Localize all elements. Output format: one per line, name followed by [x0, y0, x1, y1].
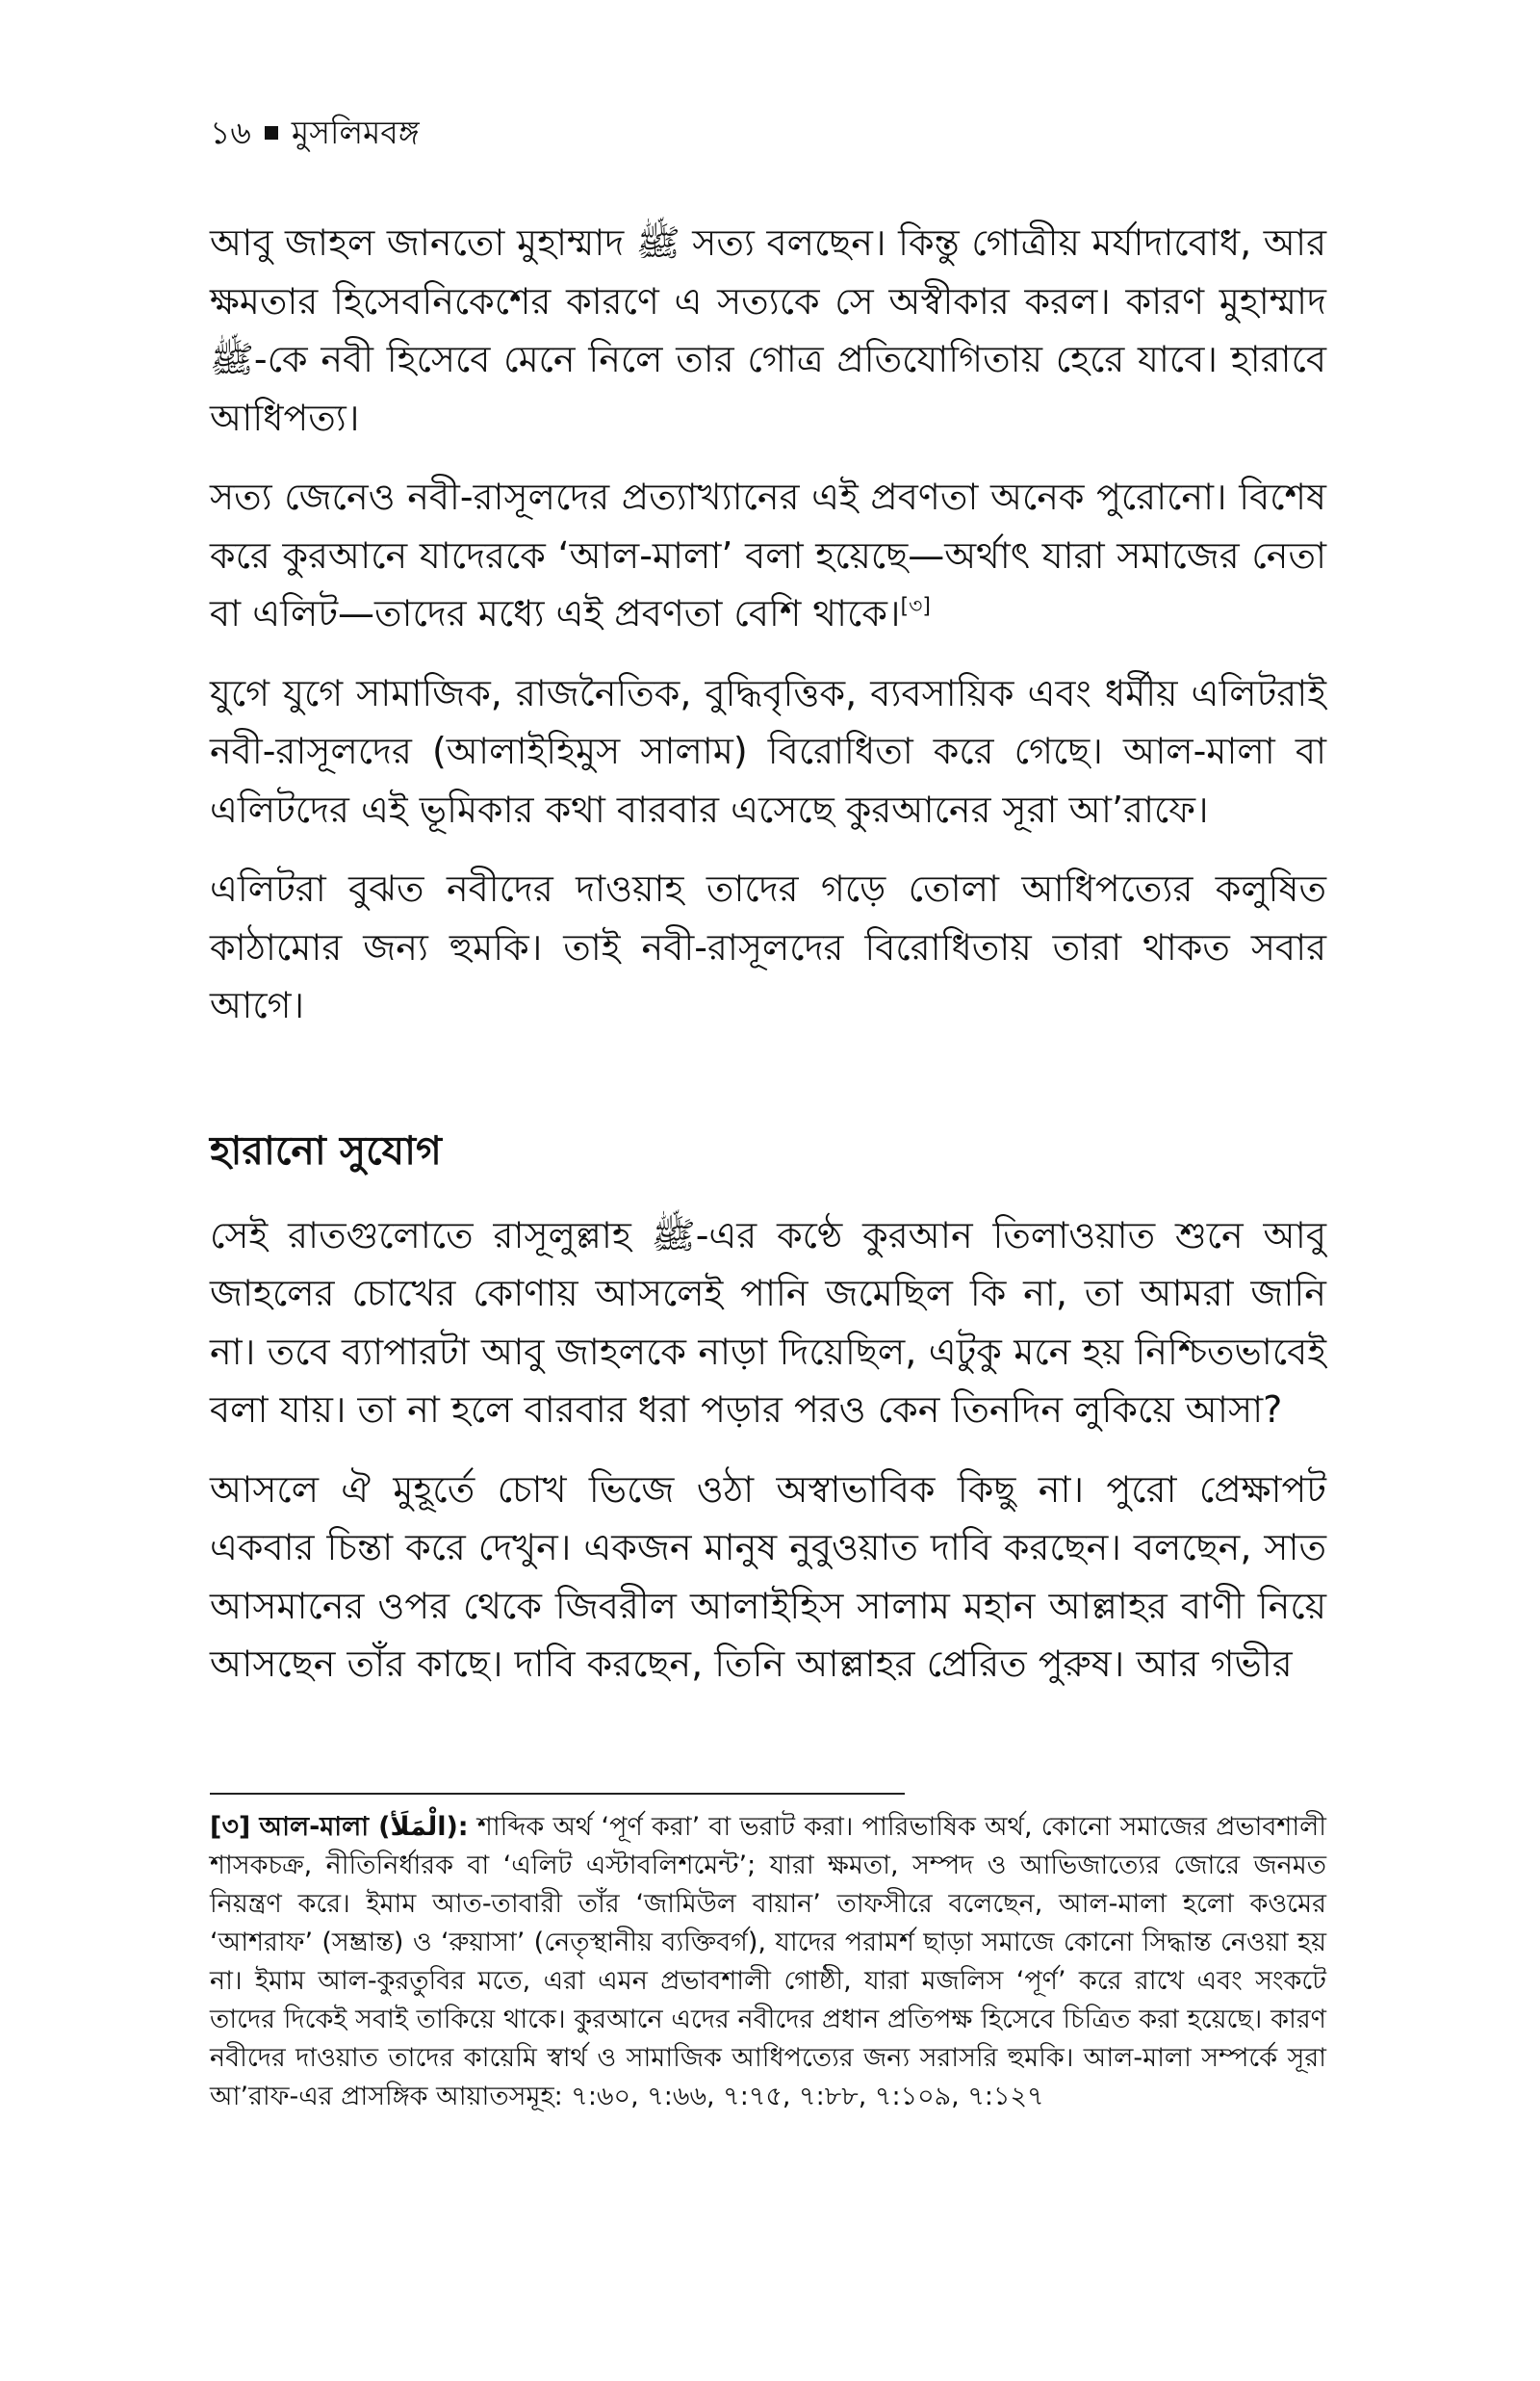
running-head [210, 114, 420, 152]
footnote-divider [210, 1793, 905, 1795]
book-page [210, 0, 1326, 2381]
square-bullet-icon [265, 126, 278, 140]
footnote-reference[interactable]: [৩] [900, 594, 931, 619]
footnote-text: শাব্দিক অর্থ ‘পূর্ণ করা’ বা ভরাট করা। পারিভাষিক অর্থ, কোনো সমাজের প্রভাবশালী শাসকচক্র, নীতিনির্ধারক বা ‘এলিট এস্টাবলিশমেন্ট’; যারা ক্ষমতা, সম্পদ ও আভিজাত্যের জোরে জনমত নিয়ন্ত্রণ করে। ইমাম আত-তাবারী তাঁর ‘জামিউল বায়ান’ তাফসীরে বলেছেন, আল-মালা হলো কওমের ‘আশরাফ’ (সম্ভ্রান্ত) ও ‘রুয়াসা’ (নেতৃস্থানীয় ব্যক্তিবর্গ), যাদের পরামর্শ ছাড়া সমাজে কোনো সিদ্ধান্ত নেওয়া হয় না। ইমাম আল-কুরতুবির মতে, এরা এমন প্রভাবশালী গোষ্ঠী, যারা মজলিস ‘পূর্ণ’ করে রাখে এবং সংকটে তাদের দিকেই সবাই তাকিয়ে থাকে। কুরআনে এদের নবীদের প্রধান প্রতিপক্ষ হিসেবে চিত্রিত করা হয়েছে। কারণ নবীদের দাওয়াত তাদের কায়েমি স্বার্থ ও সামাজিক আধিপত্যের জন্য সরাসরি হুমকি। আল-মালা সম্পর্কে সূরা আ’রাফ-এর প্রাসঙ্গিক আয়াতসমূহ: ৭:৬০, ৭:৬৬, ৭:৭৫, ৭:৮৮, ৭:১০৯, ৭:১২৭ [210, 1812, 1326, 2111]
paragraph-1: আবু জাহল জানতো মুহাম্মাদ ﷺ সত্য বলছেন। কিন্তু গোত্রীয় মর্যাদাবোধ, আর ক্ষমতার হিসেবনিকেশের কারণে এ সত্যকে সে অস্বীকার করল। কারণ মুহাম্মাদ ﷺ-কে নবী হিসেবে মেনে নিলে তার গোত্র প্রতিযোগিতায় হেরে যাবে। হারাবে আধিপত্য। [210, 221, 1327, 439]
section-paragraph-1: সেই রাতগুলোতে রাসূলুল্লাহ ﷺ-এর কণ্ঠে কুরআন তিলাওয়াত শুনে আবু জাহলের চোখের কোণায় আসলেই পানি জমেছিল কি না, তা আমরা জানি না। তবে ব্যাপারটা আবু জাহলকে নাড়া দিয়েছিল, এটুকু মনে হয় নিশ্চিতভাবেই বলা যায়। তা না হলে বারবার ধরা পড়ার পরও কেন তিনদিন লুকিয়ে আসা? [210, 1213, 1326, 1431]
section-paragraph-2: আসলে ঐ মুহূর্তে চোখ ভিজে ওঠা অস্বাভাবিক কিছু না। পুরো প্রেক্ষাপট একবার চিন্তা করে দেখুন। একজন মানুষ নুবুওয়াত দাবি করছেন। বলছেন, সাত আসমানের ওপর থেকে জিবরীল আলাইহিস সালাম মহান আল্লাহর বাণী নিয়ে আসছেন তাঁর কাছে। দাবি করছেন, তিনি আল্লাহর প্রেরিত পুরুষ। আর গভীর [210, 1467, 1326, 1685]
section-heading: হারানো সুযোগ [210, 1126, 442, 1174]
footnote [210, 1808, 1326, 2116]
footnote-label: [৩] [210, 1812, 251, 1842]
book-title: মুসলিমবঙ্গ [291, 114, 420, 151]
page-number: ১৬ [210, 114, 251, 151]
body-text [210, 214, 1326, 1715]
paragraph-2 [210, 468, 1326, 643]
paragraph-2-text: সত্য জেনেও নবী-রাসূলদের প্রত্যাখ্যানের এই প্রবণতা অনেক পুরোনো। বিশেষ করে কুরআনে যাদেরকে ‘আল-মালা’ বলা হয়েছে—অর্থাৎ যারা সমাজের নেতা বা এলিট—তাদের মধ্যে এই প্রবণতা বেশি থাকে। [210, 476, 1326, 634]
paragraph-4: এলিটরা বুঝত নবীদের দাওয়াহ তাদের গড়ে তোলা আধিপত্যের কলুষিত কাঠামোর জন্য হুমকি। তাই নবী-রাসূলদের বিরোধিতায় তারা থাকত সবার আগে। [210, 867, 1326, 1026]
paragraph-3: যুগে যুগে সামাজিক, রাজনৈতিক, বুদ্ধিবৃত্তিক, ব্যবসায়িক এবং ধর্মীয় এলিটরাই নবী-রাসূলদের (আলাইহিমুস সালাম) বিরোধিতা করে গেছে। আল-মালা বা এলিটদের এই ভূমিকার কথা বারবার এসেছে কুরআনের সূরা আ’রাফে। [210, 671, 1326, 831]
footnote-term: আল-মালা (الْمَلَأ): [259, 1812, 469, 1842]
